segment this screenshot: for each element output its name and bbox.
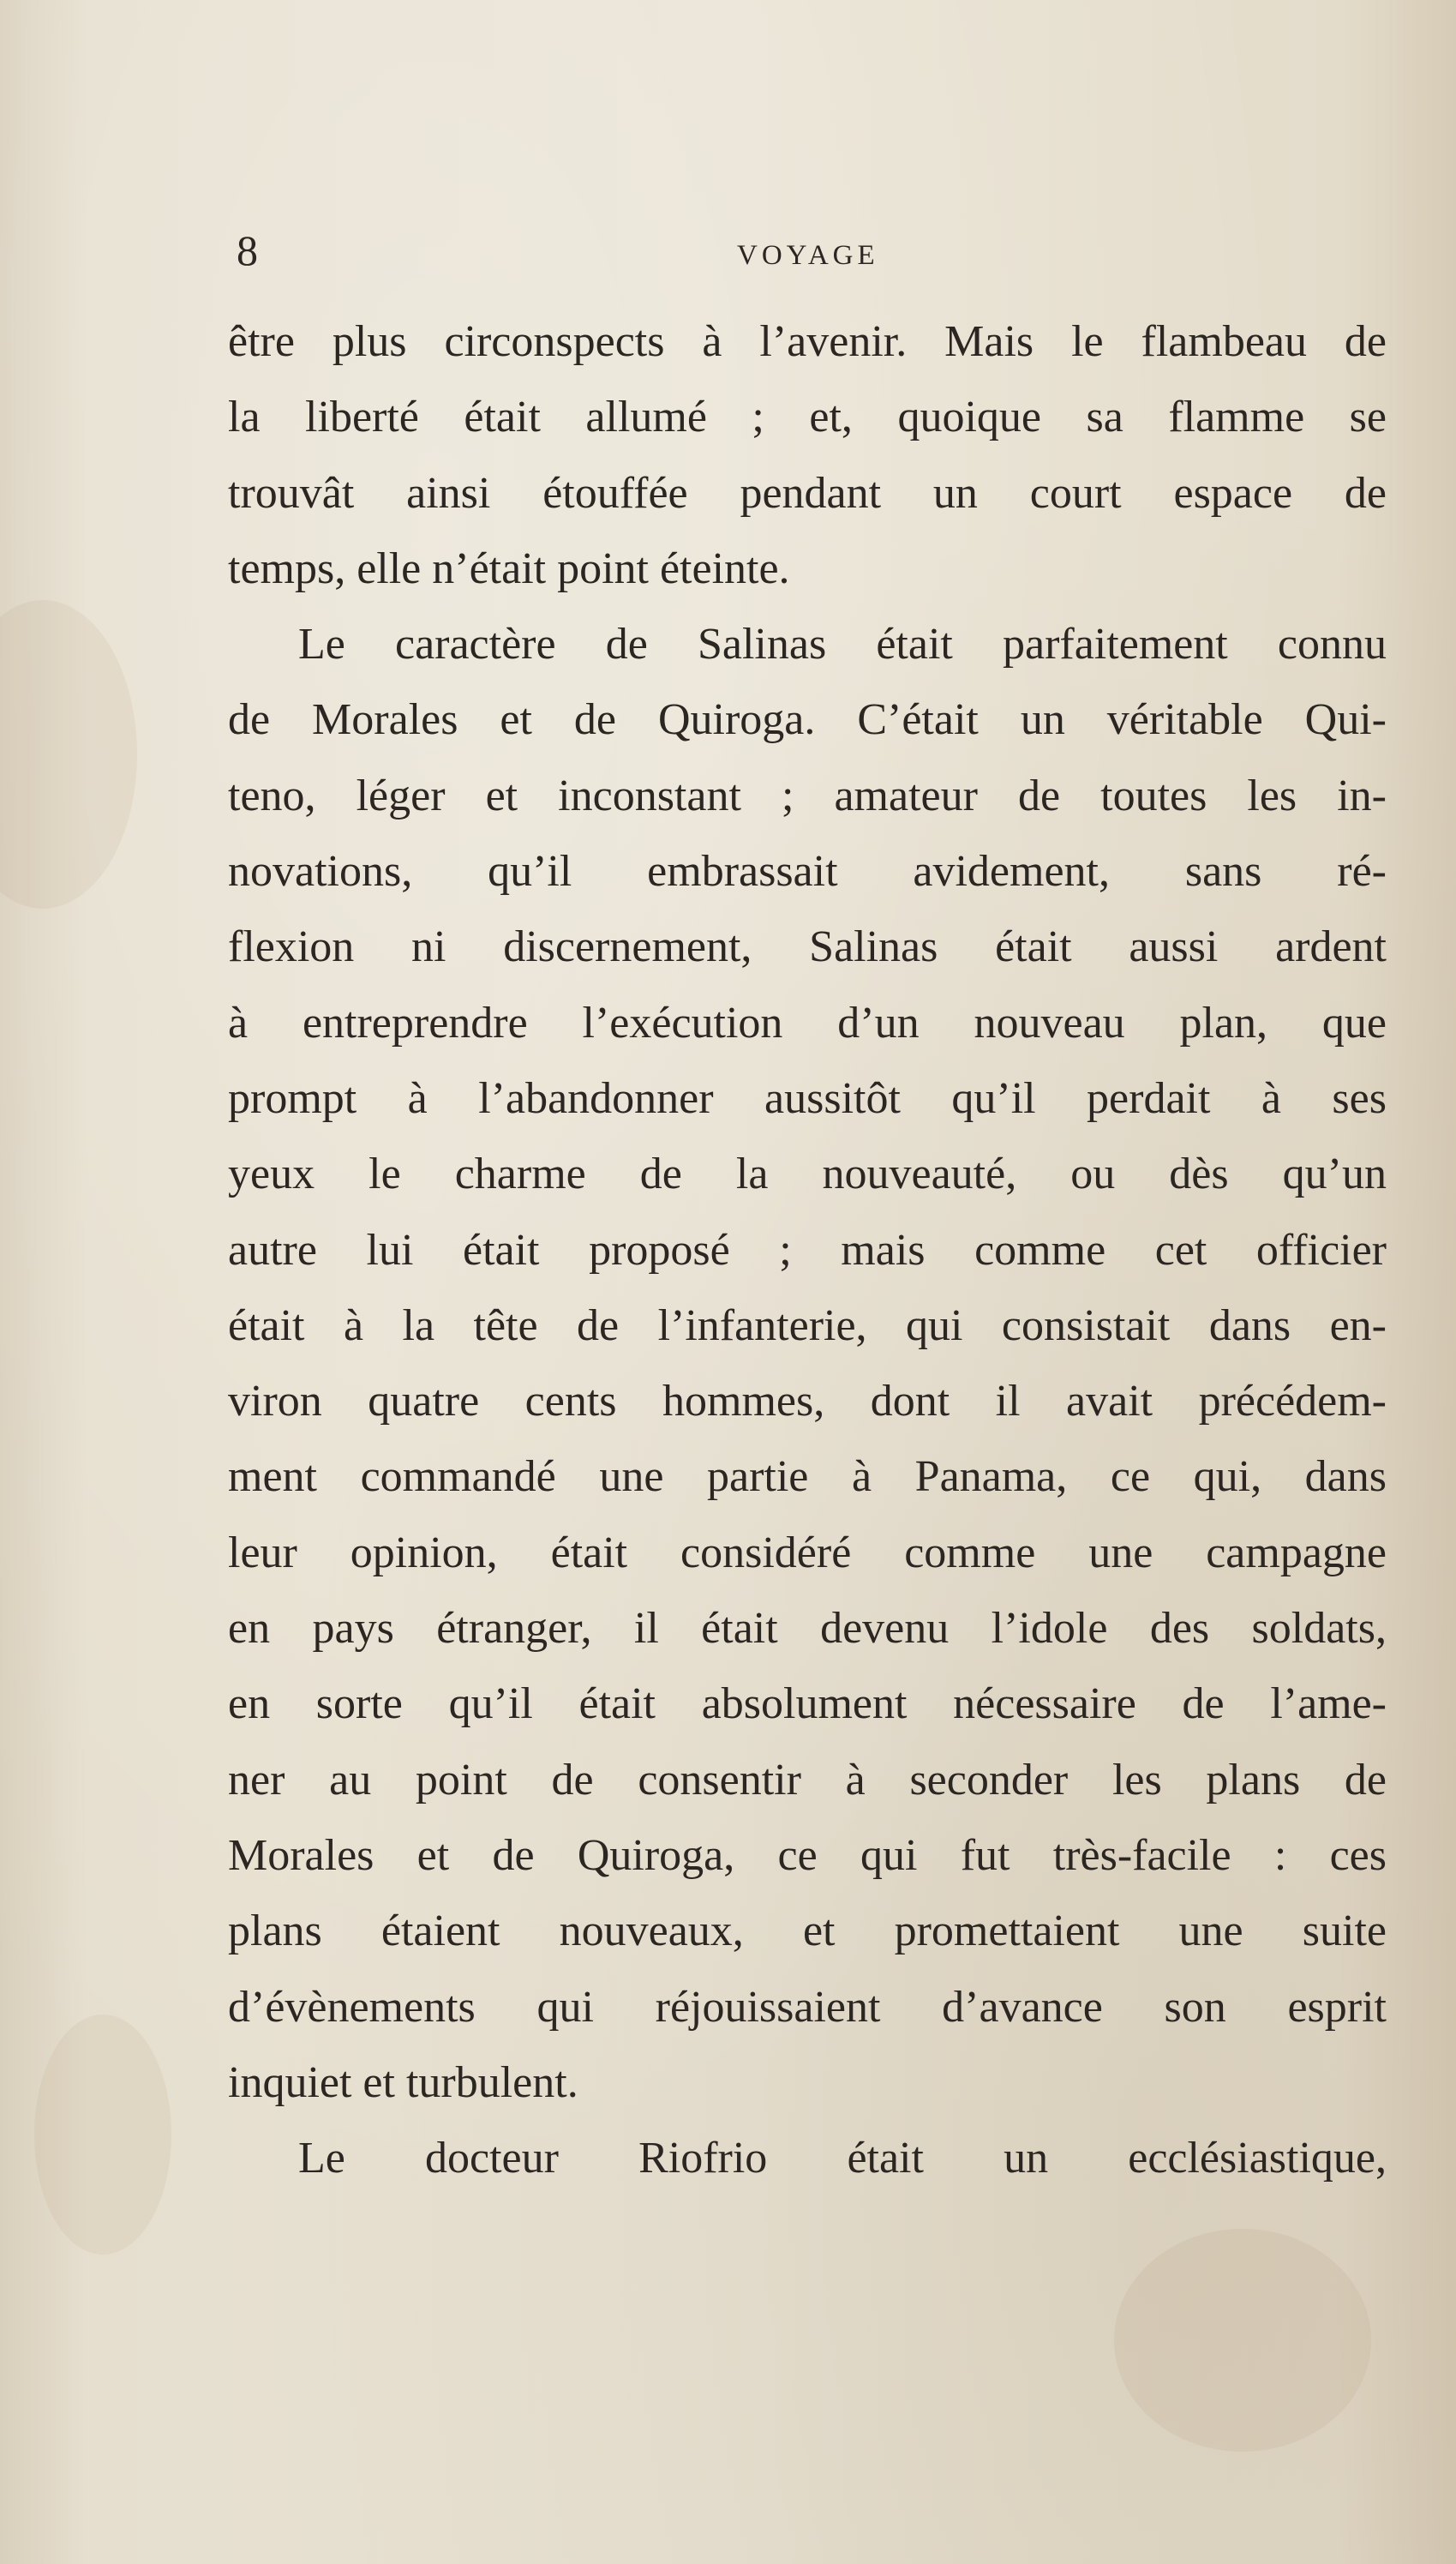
text-line: en sorte qu’il était absolument nécessaire de l’ame- xyxy=(228,1679,1387,1729)
text-line: trouvât ainsi étouffée pendant un court espace de xyxy=(228,468,1387,518)
text-line: à entreprendre l’exécution d’un nouveau plan, que xyxy=(228,998,1387,1048)
text-line: d’évènements qui réjouissaient d’avance son esprit xyxy=(228,1982,1387,2032)
text-line: plans étaient nouveaux, et promettaient une suite xyxy=(228,1906,1387,1956)
paragraph-first-line: Le caractère de Salinas était parfaitement connu xyxy=(298,620,1387,670)
page-number: 8 xyxy=(237,226,258,274)
text-line: flexion ni discernement, Salinas était aussi ardent xyxy=(228,922,1387,972)
paper-stain xyxy=(34,2015,171,2255)
paragraph-first-line: Le docteur Riofrio était un ecclésiastique, xyxy=(298,2134,1387,2183)
text-line: ment commandé une partie à Panama, ce qui, dans xyxy=(228,1452,1387,1502)
text-line: temps, elle n’était point éteinte. xyxy=(228,543,790,593)
text-line: être plus circonspects à l’avenir. Mais le flambeau de xyxy=(228,317,1387,366)
paper-stain xyxy=(1114,2229,1371,2452)
text-line: yeux le charme de la nouveauté, ou dès qu’un xyxy=(228,1150,1387,1199)
text-line: autre lui était proposé ; mais comme cet officier xyxy=(228,1225,1387,1275)
text-line: novations, qu’il embrassait avidement, sans ré- xyxy=(228,847,1387,897)
running-head-title: VOYAGE xyxy=(737,240,879,271)
text-line: Morales et de Quiroga, ce qui fut très-facile : ces xyxy=(228,1830,1387,1880)
running-head xyxy=(0,225,1456,276)
text-line: la liberté était allumé ; et, quoique sa flamme se xyxy=(228,393,1387,442)
text-line: était à la tête de l’infanterie, qui consistait dans en- xyxy=(228,1300,1387,1350)
text-line: leur opinion, était considéré comme une campagne xyxy=(228,1528,1387,1577)
text-line: viron quatre cents hommes, dont il avait précédem- xyxy=(228,1377,1387,1426)
body-text xyxy=(228,304,1387,2196)
text-line: en pays étranger, il était devenu l’idole des soldats, xyxy=(228,1604,1387,1654)
text-line: ner au point de consentir à seconder les plans de xyxy=(228,1755,1387,1804)
text-line: prompt à l’abandonner aussitôt qu’il perdait à ses xyxy=(228,1073,1387,1123)
text-line: teno, léger et inconstant ; amateur de toutes les in- xyxy=(228,771,1387,820)
text-line: de Morales et de Quiroga. C’était un véritable Qui- xyxy=(228,695,1387,745)
paper-stain xyxy=(0,600,137,909)
text-line: inquiet et turbulent. xyxy=(228,2057,578,2107)
